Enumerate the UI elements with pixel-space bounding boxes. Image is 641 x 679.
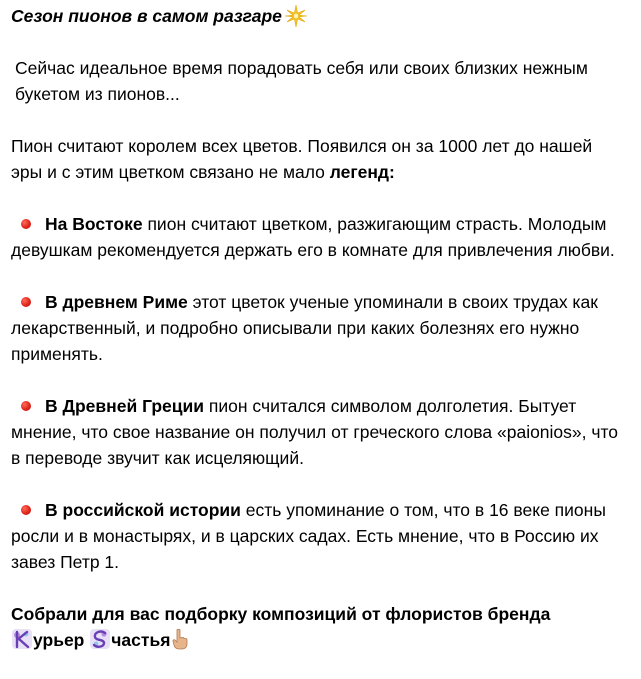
red-circle-icon <box>21 401 31 411</box>
post-title-line <box>11 3 627 29</box>
pointing-hand-icon <box>170 628 190 650</box>
bullet-lead: В российской истории <box>45 500 241 520</box>
red-circle-icon <box>21 219 31 229</box>
bullet-lead: На Востоке <box>45 214 143 234</box>
letter-k-emoji-icon <box>11 628 33 650</box>
bullet-item <box>11 497 627 575</box>
legend-intro-text: Пион считают королем всех цветов. Появился он за 1000 лет до нашей эры и с этим цветком связано не мало <box>11 136 593 182</box>
letter-s-emoji-icon <box>89 628 111 650</box>
bullet-text: есть упоминание о том, что в 16 веке пионы росли и в монастырях, и в царских садах. Есть мнение, что в Россию их завез Петр 1. <box>11 500 606 572</box>
red-circle-icon <box>21 505 31 515</box>
brand-part-1: урьер <box>33 630 85 650</box>
legend-paragraph <box>11 133 627 185</box>
sparkle-icon <box>284 4 308 28</box>
footer-text: Собрали для вас подборку композиций от флористов бренда <box>11 604 551 624</box>
legend-word: легенд: <box>329 162 395 182</box>
bullet-item <box>11 289 627 367</box>
intro-paragraph: Сейчас идеальное время порадовать себя или своих близких нежным букетом из пионов... <box>15 58 588 104</box>
bullet-item <box>11 211 627 263</box>
post-title: Сезон пионов в самом разгаре <box>11 6 282 26</box>
bullet-lead: В древнем Риме <box>45 292 188 312</box>
bullet-text: этот цветок ученые упоминали в своих трудах как лекарственный, и подробно описывали при каких болезнях его нужно применять. <box>11 292 598 364</box>
bullet-item <box>11 393 627 471</box>
bullet-lead: В Древней Греции <box>45 396 205 416</box>
red-circle-icon <box>21 297 31 307</box>
bullet-text: пион считают цветком, разжигающим страсть. Молодым девушкам рекомендуется держать его в комнате для привлечения любви. <box>11 214 615 260</box>
bullet-text: пион считался символом долголетия. Бытует мнение, что свое название он получил от греческого слова «paionios», что в переводе звучит как исцеляющий. <box>11 396 619 468</box>
footer-paragraph <box>11 601 627 653</box>
brand-part-2: частья <box>111 630 171 650</box>
